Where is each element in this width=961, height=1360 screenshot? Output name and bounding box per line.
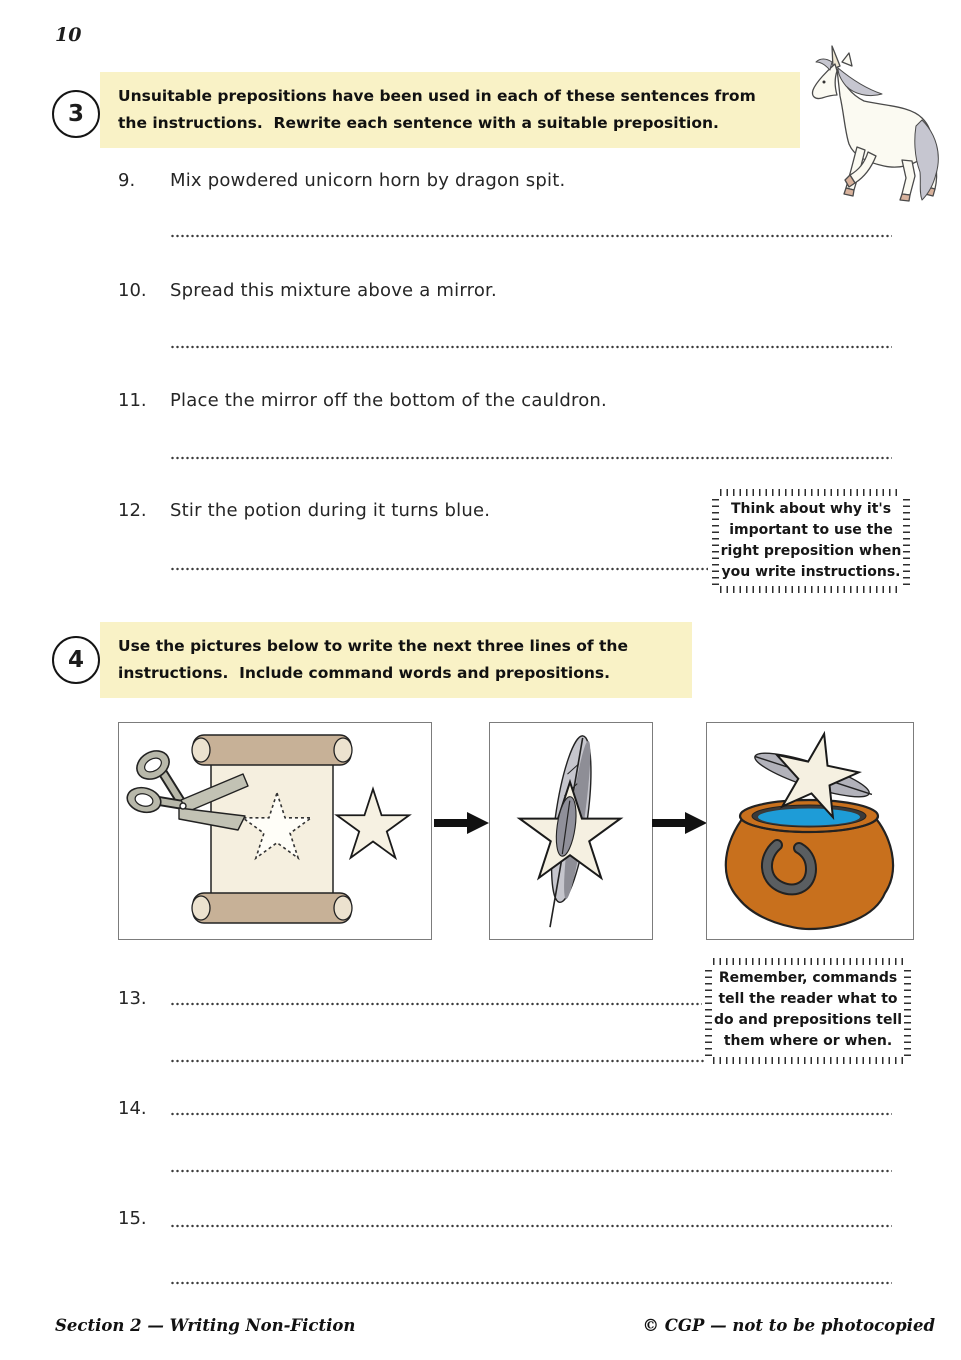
q13-number: 13. — [118, 988, 147, 1009]
tip-line: them where or when. — [723, 1033, 893, 1049]
scissors-scroll-star-illustration — [119, 723, 428, 936]
q14-answer-line-2[interactable] — [170, 1169, 892, 1173]
footer-section-title: Section 2 — Writing Non-Fiction — [55, 1316, 356, 1335]
q12-number: 12. — [118, 500, 147, 521]
q9-sentence: Mix powdered unicorn horn by dragon spit. — [170, 170, 566, 191]
instruction-line: Unsuitable prepositions have been used in each of these sentences from — [118, 87, 756, 105]
tip-line: tell the reader what to — [718, 991, 898, 1007]
q13-answer-line-2[interactable] — [170, 1059, 706, 1063]
tick-border — [713, 958, 903, 965]
tick-border — [705, 966, 712, 1056]
q14-number: 14. — [118, 1098, 147, 1119]
instruction-line: Use the pictures below to write the next three lines of the — [118, 637, 628, 655]
tip-line: Remember, commands — [718, 970, 898, 986]
picture-step1-cut-star-from-scroll — [118, 722, 432, 940]
question-3-instruction — [100, 72, 800, 148]
question-4-instruction — [100, 622, 692, 698]
q9-answer-line[interactable] — [170, 234, 892, 238]
q15-number: 15. — [118, 1208, 147, 1229]
page-number: 10 — [55, 24, 82, 46]
q10-number: 10. — [118, 280, 147, 301]
tip-line: you write instructions. — [721, 564, 901, 580]
q9-number: 9. — [118, 170, 136, 191]
q10-answer-line[interactable] — [170, 345, 892, 349]
q11-number: 11. — [118, 390, 147, 411]
feather-star-illustration — [490, 723, 649, 936]
unicorn-illustration — [802, 44, 954, 202]
tick-border — [904, 966, 911, 1056]
picture-step2-feather-through-star — [489, 722, 653, 940]
picture-step3-cauldron — [706, 722, 914, 940]
tick-border — [720, 489, 902, 496]
tip-box-prepositions — [712, 489, 910, 593]
tip-line: do and prepositions tell — [713, 1012, 903, 1028]
q12-sentence: Stir the potion during it turns blue. — [170, 500, 491, 521]
q10-sentence: Spread this mixture above a mirror. — [170, 280, 497, 301]
tip-box-commands — [705, 958, 911, 1064]
question-4-badge: 4 — [52, 636, 100, 684]
instruction-line: the instructions. Rewrite each sentence with a suitable preposition. — [118, 114, 719, 132]
arrow-right-icon — [434, 810, 490, 836]
tick-border — [712, 497, 719, 585]
q14-answer-line-1[interactable] — [170, 1112, 892, 1116]
instruction-line: instructions. Include command words and prepositions. — [118, 664, 610, 682]
q15-answer-line-2[interactable] — [170, 1281, 892, 1285]
tip-text — [705, 958, 911, 1062]
tick-border — [720, 586, 902, 593]
tick-border — [903, 497, 910, 585]
q13-answer-line-1[interactable] — [170, 1002, 702, 1006]
tip-line: important to use the — [729, 522, 893, 538]
question-3-badge: 3 — [52, 90, 100, 138]
q11-answer-line[interactable] — [170, 456, 892, 460]
tip-line: Think about why it's — [730, 501, 892, 517]
q12-answer-line[interactable] — [170, 567, 708, 571]
q15-answer-line-1[interactable] — [170, 1224, 892, 1228]
footer-copyright: © CGP — not to be photocopied — [642, 1316, 935, 1335]
arrow-right-icon — [652, 810, 708, 836]
tip-line: right preposition when — [720, 543, 902, 559]
tip-text — [712, 489, 910, 593]
q11-sentence: Place the mirror off the bottom of the cauldron. — [170, 390, 607, 411]
cauldron-illustration — [707, 723, 910, 936]
tick-border — [713, 1057, 903, 1064]
